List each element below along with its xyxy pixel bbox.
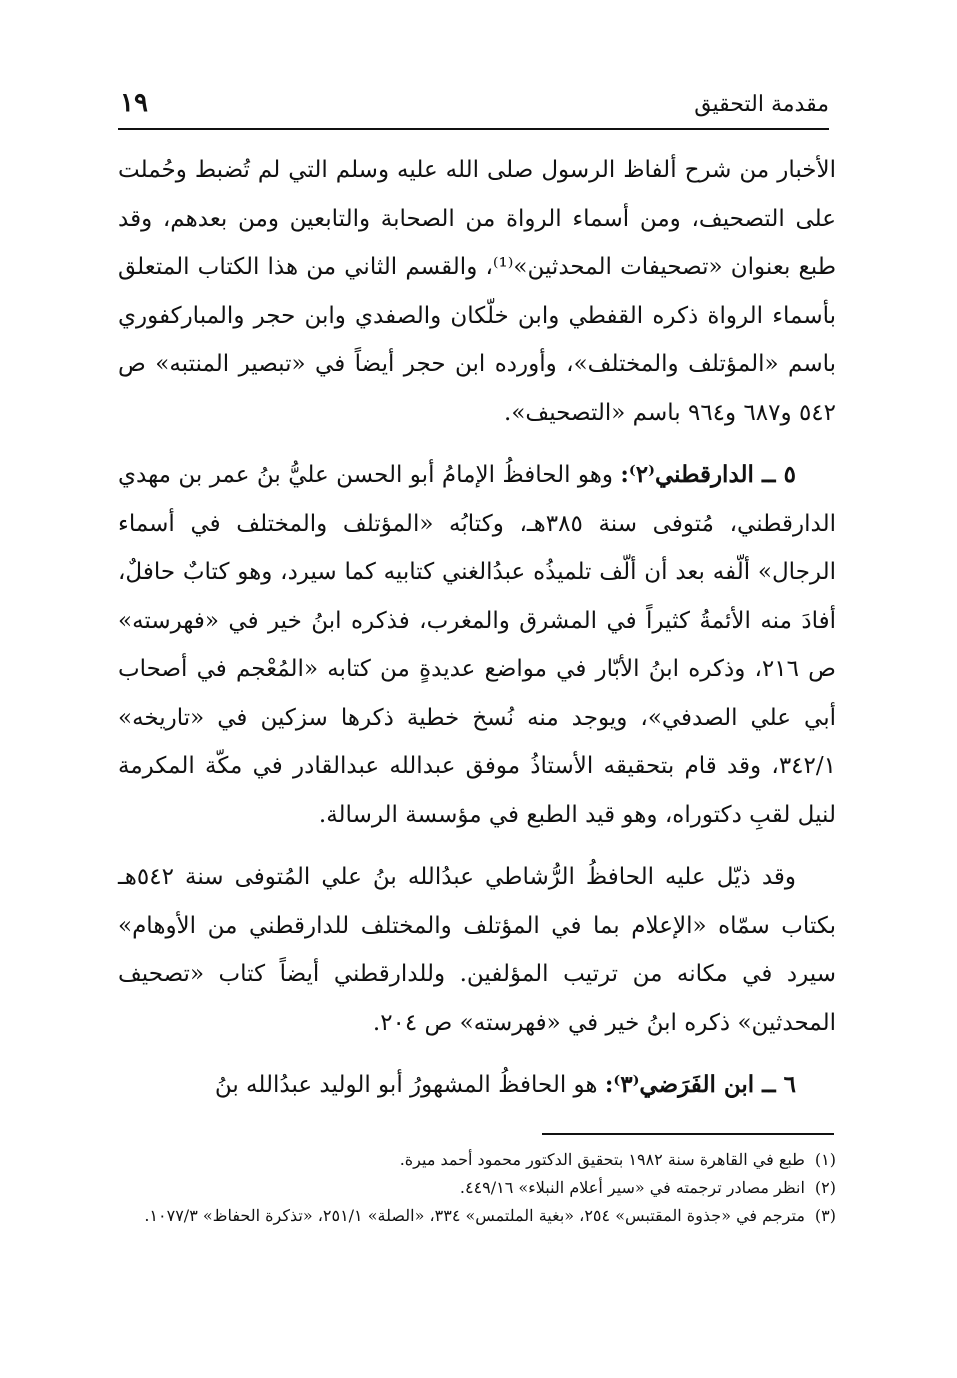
footnote-marker: (٢) bbox=[814, 1178, 836, 1197]
entry-text-daraqutni: وهو الحافظُ الإمامُ أبو الحسن عليُّ بنُ عمر بن مهدي الدارقطني، مُتوفى سنة ٣٨٥هـ، وكتابُه «المؤتلف والمختلف في أسماء الرجال» ألّفه بعد أن ألّف تلميذُه عبدُالغني كتابيه كما سيرد، وهو كتابٌ حافلٌ، أفادَ منه الأئمةُ كثيراً في المشرق والمغرب، فذكره ابنُ خير في «فهرسته» ص ٢١٦، وذكره ابنُ الأبّار في مواضع عديدةٍ من كتابه «المُعْجم في أصحاب أبي علي الصدفي»، ويوجد منه نُسخ خطية ذكرها سزكين في «تاريخه» ٣٤٢/١، وقد قام بتحقيقه الأستاذُ موفق عبدالله عبدالقادر في مكّة المكرمة لنيل لقبِ دكتوراه، وهو قيد الطبع في مؤسسة الرسالة. bbox=[118, 462, 836, 828]
paragraph-3: وقد ذيّل عليه الحافظُ الرُّشاطي عبدُالله بنُ علي المُتوفى سنة ٥٤٢هـ بكتاب سمّاه «الإعلام بما في المؤتلف والمختلف للدارقطني من الأوهام» سيرد في مكانه من ترتيب المؤلفين. وللدارقطني أيضاً كتاب «تصحيف المحدثين» ذكره ابنُ خير في «فهرسته» ص ٢٠٤. bbox=[118, 864, 836, 1036]
footnotes bbox=[118, 1146, 836, 1230]
page-title: مقدمة التحقيق bbox=[694, 92, 829, 117]
page-header bbox=[118, 88, 829, 130]
entry-heading-ibn-alfaradi: ٦ ــ ابن الفَرَضي⁽٣⁾: bbox=[604, 1071, 796, 1098]
entry-heading-daraqutni: ٥ ــ الدارقطني⁽٢⁾: bbox=[620, 461, 796, 488]
paragraph-2 bbox=[118, 451, 836, 839]
main-text bbox=[118, 146, 836, 1124]
footnote-1 bbox=[118, 1146, 836, 1174]
footnote-marker: (١) bbox=[814, 1150, 836, 1169]
page-number: ١٩ bbox=[120, 88, 148, 118]
footnote-text: طبع في القاهرة سنة ١٩٨٢ بتحقيق الدكتور محمود أحمد ميرة. bbox=[399, 1150, 805, 1169]
entry-text-ibn-alfaradi: هو الحافظُ المشهورُ أبو الوليد عبدُالله بنُ bbox=[214, 1072, 598, 1098]
paragraph-4 bbox=[118, 1061, 836, 1110]
footnote-separator bbox=[542, 1133, 834, 1135]
footnote-2 bbox=[118, 1174, 836, 1202]
paragraph-1: الأخبار من شرح ألفاظ الرسول صلى الله عليه وسلم التي لم تُضبط وحُملت على التصحيف، ومن أسماء الرواة من الصحابة والتابعين ومن بعدهم، وقد طبع بعنوان «تصحيفات المحدثين»⁽¹⁾، والقسم الثاني من هذا الكتاب المتعلق بأسماء الرواة ذكره القفطي وابن خلّكان والصفدي وابن حجر والمباركفوري باسم «المؤتلف والمختلف»، وأورده ابن حجر أيضاً في «تبصير المنتبه» ص ٥٤٢ و٦٨٧ و٩٦٤ باسم «التصحيف». bbox=[118, 157, 836, 426]
footnote-text: انظر مصادر ترجمته في «سير أعلام النبلاء» ٤٤٩/١٦. bbox=[459, 1178, 805, 1197]
footnote-marker: (٣) bbox=[814, 1206, 836, 1225]
footnote-text: مترجم في «جذوة المقتبس» ٢٥٤، «بغية الملتمس» ٣٣٤، «الصلة» ٢٥١/١، «تذكرة الحفاظ» ١٠٧٧/٣. bbox=[144, 1206, 805, 1225]
footnote-3 bbox=[118, 1202, 836, 1230]
